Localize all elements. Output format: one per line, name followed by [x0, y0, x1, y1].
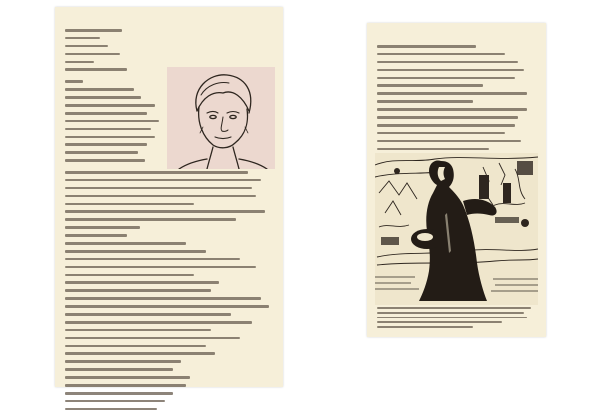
- portrait-sketch-icon: [167, 67, 275, 169]
- left-page-text-block: [65, 29, 163, 162]
- portrait-frame: [167, 67, 275, 169]
- right-page-caption: [377, 307, 537, 328]
- woodcut-illustration-icon: [375, 153, 538, 305]
- woodcut-illustration: [375, 153, 538, 305]
- right-page-text-block: [377, 45, 537, 150]
- left-page: [55, 7, 283, 387]
- right-page: [367, 23, 546, 337]
- left-page-text-block: [65, 171, 273, 410]
